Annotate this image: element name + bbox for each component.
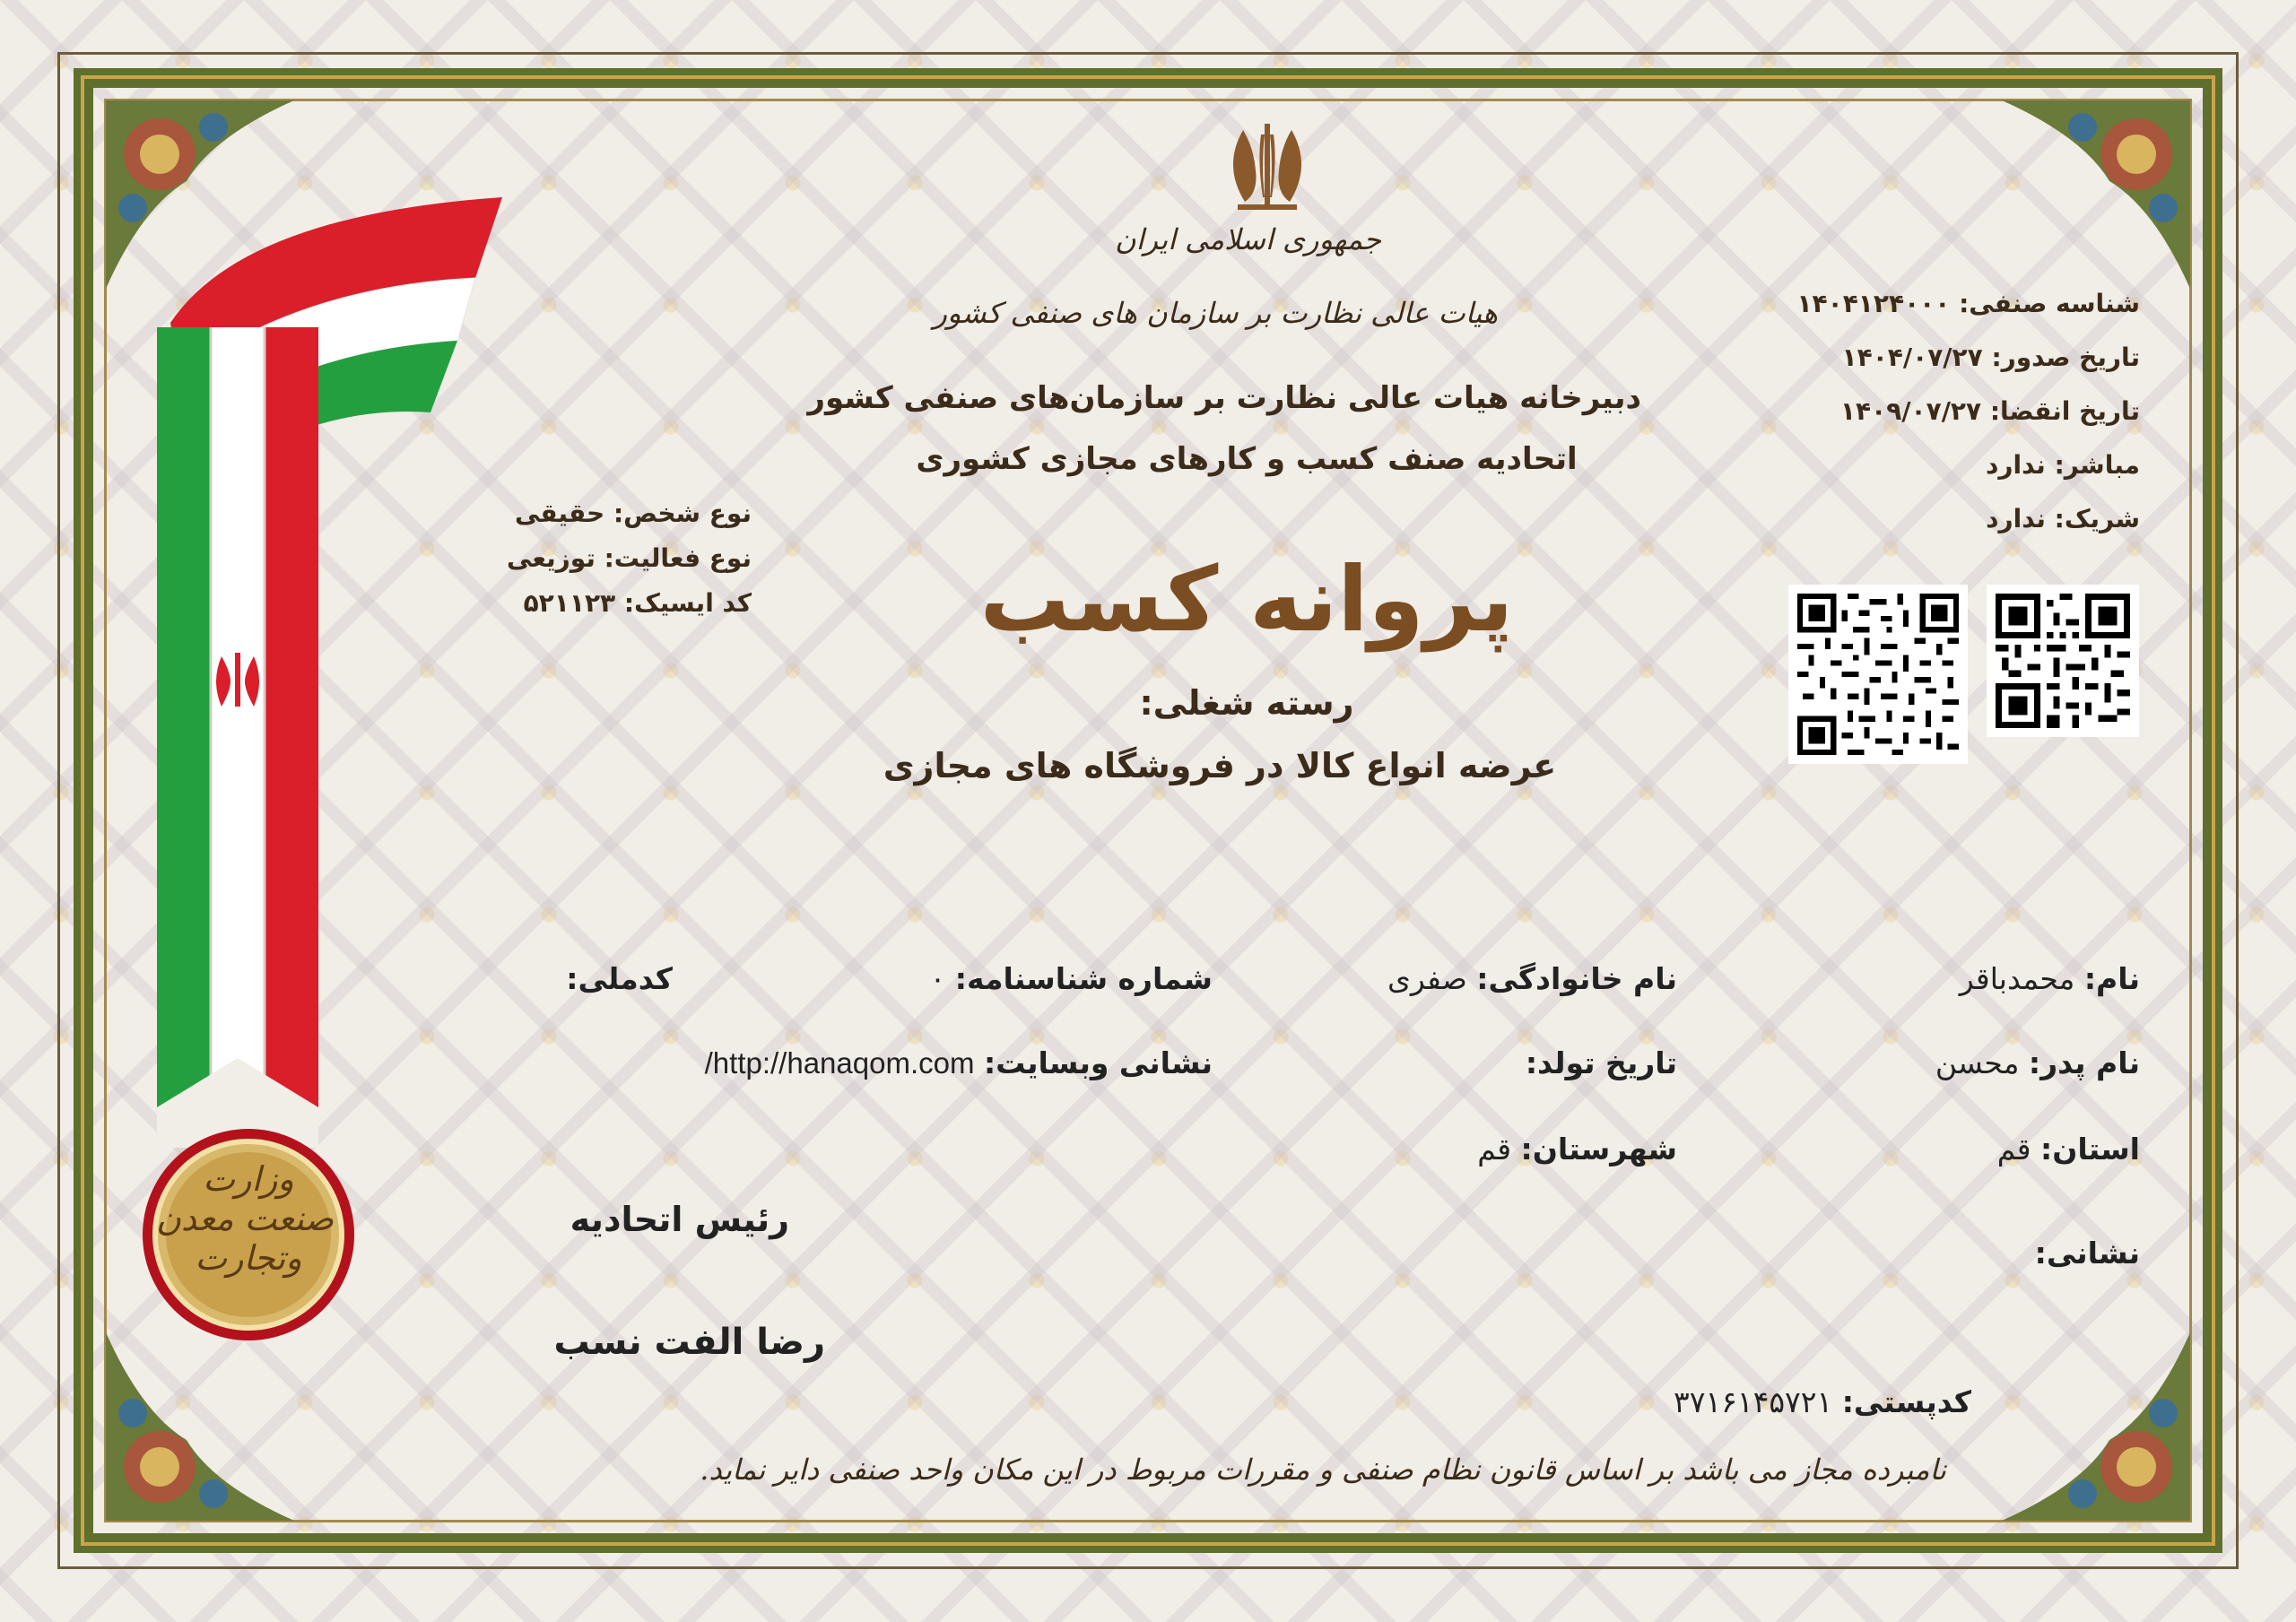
- field-name: [1960, 961, 2140, 996]
- footer-note: نامبرده مجاز می باشد بر اساس قانون نظام صنفی و مقررات مربوط در این مکان واحد صنفی دایر نماید.: [700, 1453, 1946, 1487]
- activity-type: نوع فعالیت: توزیعی: [507, 543, 752, 573]
- header-council: هیات عالی نظارت بر سازمان های صنفی کشور: [933, 296, 1498, 330]
- id-number-label: شماره شناسنامه:: [954, 961, 1213, 996]
- iran-flag-ribbon-icon: [135, 179, 511, 1148]
- national-code-label: کدملی:: [566, 961, 673, 996]
- category-label: رسته شغلی:: [1139, 683, 1354, 723]
- field-birth-date: [1526, 1045, 1677, 1080]
- city-value: قم: [1477, 1132, 1512, 1167]
- province-label: استان:: [2040, 1132, 2140, 1167]
- header-union: اتحادیه صنف کسب و کارهای مجازی کشوری: [916, 441, 1578, 477]
- seal-text-line: وزارت: [203, 1159, 294, 1199]
- corner-ornament-icon: [106, 1332, 294, 1521]
- qr-code-large-icon: [1788, 585, 1968, 764]
- isic-code: کد ایسیک: ۵۲۱۱۲۳: [523, 588, 752, 618]
- family-label: نام خانوادگی:: [1476, 961, 1677, 996]
- father-label: نام پدر:: [2028, 1045, 2140, 1080]
- father-value: محسن: [1935, 1045, 2020, 1080]
- name-label: نام:: [2083, 961, 2140, 996]
- postal-value: ۳۷۱۶۱۴۵۷۲۱: [1673, 1384, 1833, 1419]
- seal-text: [156, 1159, 334, 1278]
- field-family: [1387, 961, 1677, 996]
- corner-ornament-icon: [2002, 1332, 2190, 1521]
- guild-id: شناسه صنفی: ۱۴۰۴۱۲۴۰۰۰: [1796, 289, 2140, 318]
- birth-label: تاریخ تولد:: [1525, 1045, 1677, 1080]
- field-province: [1997, 1132, 2140, 1167]
- seal-text-line: وتجارت: [195, 1238, 302, 1278]
- field-website: [705, 1045, 1213, 1080]
- signature-role: رئیس اتحادیه: [570, 1200, 789, 1239]
- field-father: [1935, 1045, 2140, 1080]
- field-address: [2035, 1236, 2140, 1271]
- page-title: پروانه کسب: [979, 547, 1514, 652]
- family-value: صفری: [1387, 961, 1467, 996]
- field-city: [1477, 1132, 1677, 1167]
- website-value: http://hanaqom.com/: [704, 1046, 975, 1080]
- signature-name: رضا الفت نسب: [553, 1322, 825, 1363]
- issue-date: تاریخ صدور: ۱۴۰۴/۰۷/۲۷: [1841, 343, 2140, 372]
- postal-label: کدپستی:: [1841, 1384, 1971, 1419]
- header-republic: جمهوری اسلامی ایران: [1115, 222, 1381, 256]
- iran-emblem-icon: [1218, 117, 1317, 215]
- name-value: محمدباقر: [1959, 961, 2075, 996]
- address-label: نشانی:: [2034, 1236, 2140, 1271]
- province-value: قم: [1996, 1132, 2031, 1167]
- category-value: عرضه انواع کالا در فروشگاه های مجازی: [883, 746, 1557, 785]
- id-number-value: ۰: [929, 961, 946, 996]
- seal-text-line: صنعت معدن: [156, 1199, 334, 1238]
- field-national-code: [566, 961, 673, 996]
- corner-ornament-icon: [2002, 100, 2190, 289]
- expiry-date: تاریخ انقضا: ۱۴۰۹/۰۷/۲۷: [1839, 396, 2140, 426]
- field-postal-code: [1674, 1384, 1971, 1419]
- person-type: نوع شخص: حقیقی: [514, 499, 752, 528]
- partner-status: شریک: ندارد: [1986, 504, 2140, 533]
- city-label: شهرستان:: [1520, 1132, 1677, 1167]
- field-id-number: [930, 961, 1213, 996]
- direct-status: مباشر: ندارد: [1986, 450, 2140, 480]
- header-secretariat: دبیرخانه هیات عالی نظارت بر سازمان‌های صنفی کشور: [807, 380, 1641, 416]
- qr-code-small-icon: [1987, 585, 2139, 737]
- website-label: نشانی وبسایت:: [983, 1045, 1213, 1080]
